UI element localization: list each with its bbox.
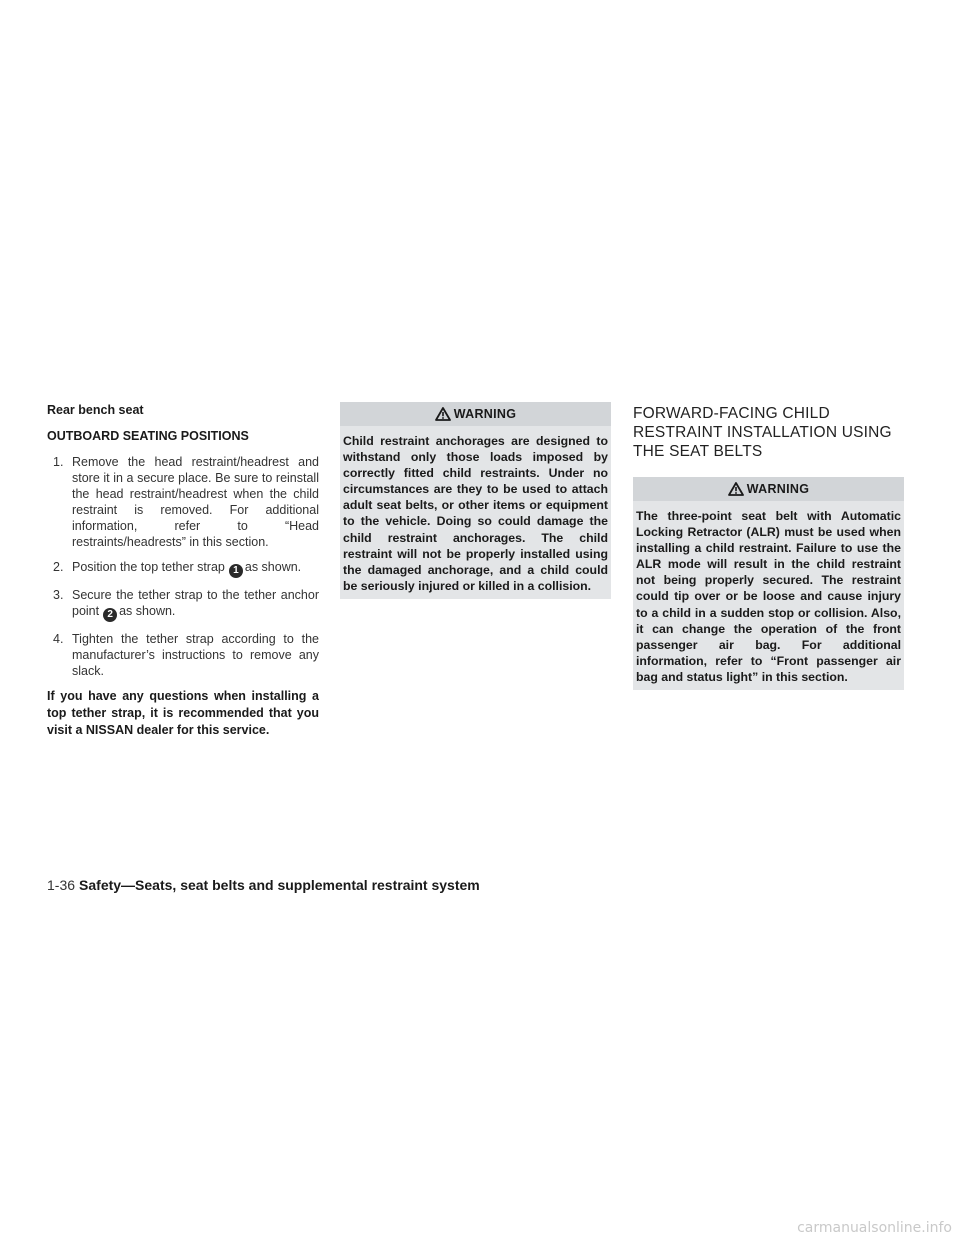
page-footer <box>47 877 480 893</box>
step-number: 1. <box>53 455 64 469</box>
step-text: Secure the tether strap to the tether anchor point <box>72 588 319 618</box>
step-text-post: as shown. <box>119 604 176 618</box>
watermark: carmanualsonline.info <box>797 1220 952 1236</box>
section-title: FORWARD-FACING CHILD RESTRAINT INSTALLATION USING THE SEAT BELTS <box>633 405 892 460</box>
warning-text: Child restraint anchorages are designed to withstand only those loads imposed by correctly fitted child restraints. Under no circumstances are they to be used to attach adult seat belts, or other items or equipment to the vehicle. Doing so could damage the child restraint anchorages. The child restraint will not be properly installed using the damaged anchorage, and a child could be seriously injured or killed in a collision. <box>343 434 608 593</box>
step-number: 2. <box>53 560 64 574</box>
warning-header <box>633 477 904 501</box>
chapter-title: Safety—Seats, seat belts and supplemental restraint system <box>79 877 480 893</box>
dealer-advice-paragraph: If you have any questions when installing a top tether strap, it is recommended that you visit a NISSAN dealer for this service. <box>47 689 319 737</box>
warning-box-alr <box>633 477 904 690</box>
warning-box-anchorages <box>340 402 611 599</box>
subheading-rear-bench-seat: Rear bench seat <box>47 403 144 417</box>
step-4 <box>47 631 319 679</box>
warning-label: WARNING <box>746 482 810 496</box>
step-number: 3. <box>53 588 64 602</box>
step-2 <box>47 559 319 578</box>
warning-header <box>340 402 611 426</box>
step-number: 4. <box>53 632 64 646</box>
warning-triangle-icon <box>435 407 451 421</box>
installation-steps <box>47 454 319 679</box>
step-1 <box>47 454 319 550</box>
step-text: Remove the head restraint/headrest and store it in a secure place. Be sure to reinstall the head restraint/headrest when the child restraint is removed. For additional information, refer to “Head restraints/headrests” in this section. <box>72 455 319 549</box>
page-number: 1-36 <box>47 877 76 893</box>
callout-1-icon: 1 <box>229 564 243 578</box>
warning-text: The three-point seat belt with Automatic Locking Retractor (ALR) must be used when installing a child restraint. Failure to use the ALR mode will result in the child restraint not being properly secured. The restraint could tip over or be loose and cause injury to a child in a sudden stop or collision. Also, it can change the operation of the front passenger air bag. For additional information, refer to “Front passenger air bag and status light” in this section. <box>636 509 901 684</box>
warning-label: WARNING <box>453 407 517 421</box>
subheading-outboard-positions: OUTBOARD SEATING POSITIONS <box>47 429 249 443</box>
step-text: Position the top tether strap <box>72 560 225 574</box>
step-text-post: as shown. <box>244 560 302 574</box>
column-forward-facing <box>633 402 904 690</box>
column-anchorage-warning <box>340 402 611 599</box>
warning-triangle-icon <box>728 482 744 496</box>
column-rear-bench-seat <box>47 402 319 739</box>
step-3 <box>47 587 319 622</box>
step-text: Tighten the tether strap according to the manufacturer’s instructions to remove any slack. <box>72 632 319 678</box>
callout-2-icon: 2 <box>103 608 117 622</box>
